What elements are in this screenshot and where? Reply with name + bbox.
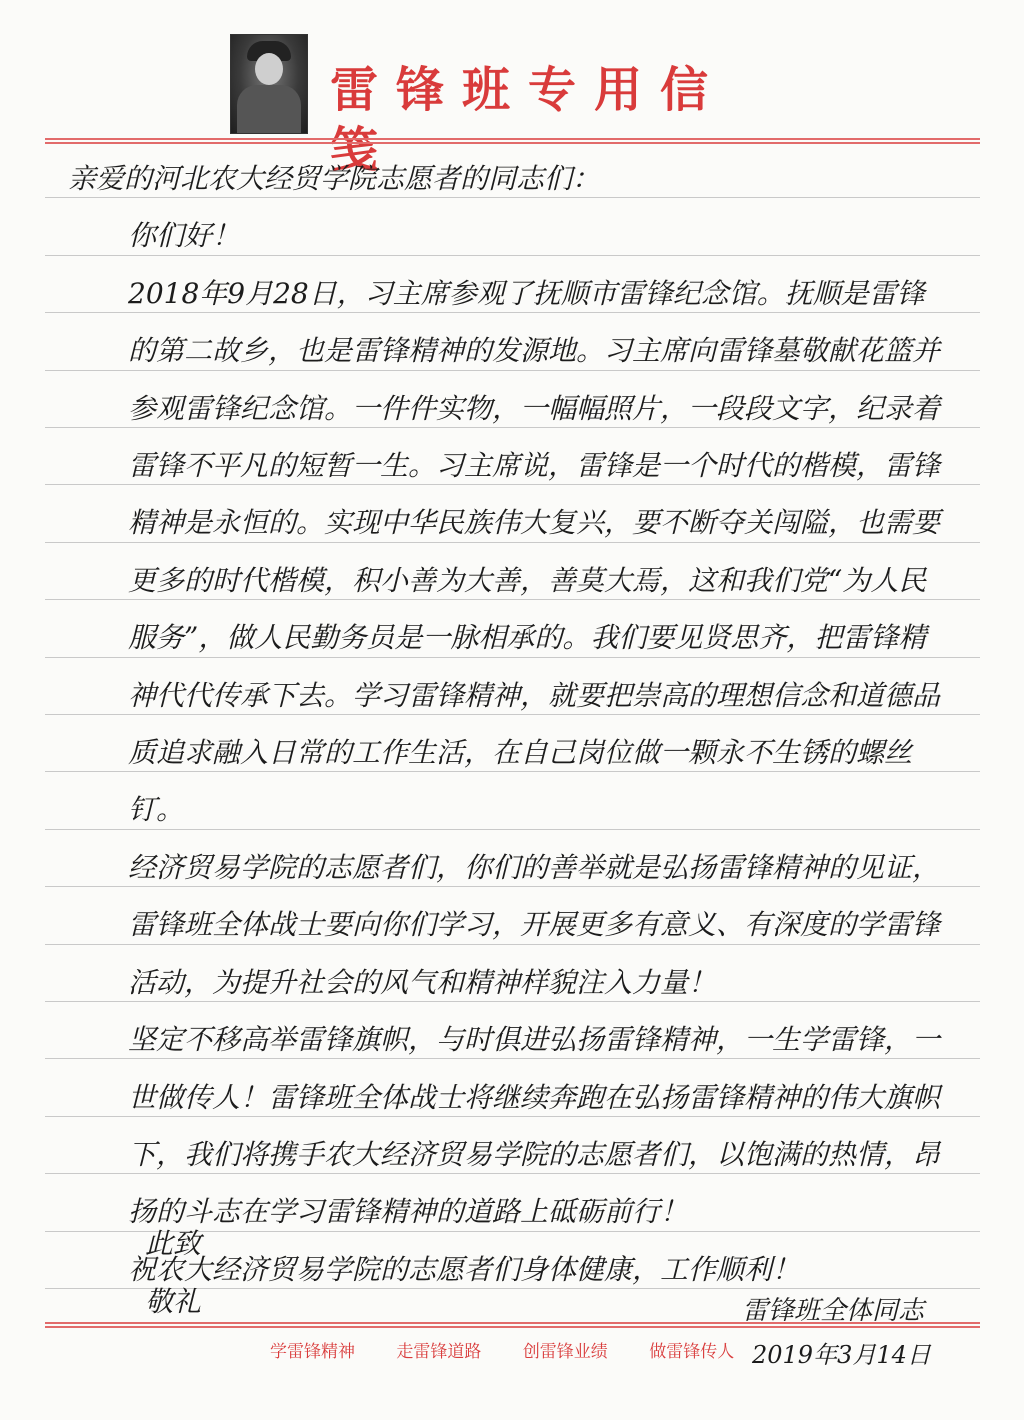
slogan-4: 做雷锋传人 bbox=[649, 1342, 735, 1362]
bottom-rule bbox=[45, 1322, 980, 1324]
paragraph-1: 2018年9月28日，习主席参观了抚顺市雷锋纪念馆。抚顺是雷锋的第二故乡，也是雷锋精神的发源地。习主席向雷锋墓敬献花篮并参观雷锋纪念馆。一件件实物，一幅幅照片，一段段文字，纪录着雷锋不平凡的短暂一生。习主席说，雷锋是一个时代的楷模，雷锋精神是永恒的。实现中华民族伟大复兴，要不断夺关闯隘，也需要更多的时代楷模，积小善为大善，善莫大焉，这和我们党“为人民服务”，做人民勤务员是一脉相承的。我们要见贤思齐，把雷锋精神代代传承下去。学习雷锋精神，就要把崇高的理想信念和道德品质追求融入日常的工作生活，在自己岗位做一颗永不生锈的螺丝钉。 bbox=[128, 276, 941, 827]
letterhead-title: 雷锋班专用信笺 bbox=[330, 62, 727, 178]
bottom-rule-2 bbox=[45, 1326, 980, 1328]
paragraph-3: 坚定不移高举雷锋旗帜，与时俱进弘扬雷锋精神，一生学雷锋，一世做传人！雷锋班全体战士将继续奔跑在弘扬雷锋精神的伟大旗帜下，我们将携手农大经济贸易学院的志愿者们，以饱满的热情，昂扬的斗志在学习雷锋精神的道路上砥砺前行！ bbox=[128, 1023, 941, 1229]
closing-jingli: 敬礼 bbox=[145, 1285, 202, 1318]
letter-body bbox=[68, 150, 948, 1298]
portrait-photo bbox=[230, 34, 308, 134]
slogan-3: 创雷锋业绩 bbox=[522, 1342, 608, 1362]
top-rule bbox=[45, 138, 980, 140]
greeting: 你们好！ bbox=[128, 219, 241, 253]
paragraph-4: 祝农大经济贸易学院的志愿者们身体健康，工作顺利！ bbox=[128, 1252, 801, 1286]
closing-cizhi: 此致 bbox=[145, 1227, 202, 1260]
paragraph-2: 经济贸易学院的志愿者们，你们的善举就是弘扬雷锋精神的见证，雷锋班全体战士要向你们学习，开展更多有意义、有深度的学雷锋活动，为提升社会的风气和精神样貌注入力量！ bbox=[128, 850, 941, 999]
letterhead bbox=[0, 20, 1024, 178]
letter-date: 2019年3月14日 bbox=[752, 1341, 931, 1369]
top-rule-2 bbox=[45, 142, 980, 144]
salutation: 亲爱的河北农大经贸学院志愿者的同志们： bbox=[68, 162, 601, 195]
slogan-2: 走雷锋道路 bbox=[396, 1342, 482, 1362]
slogan-1: 学雷锋精神 bbox=[270, 1342, 355, 1362]
signer: 雷锋班全体同志 bbox=[742, 1296, 925, 1326]
footer-slogans bbox=[270, 1337, 756, 1362]
